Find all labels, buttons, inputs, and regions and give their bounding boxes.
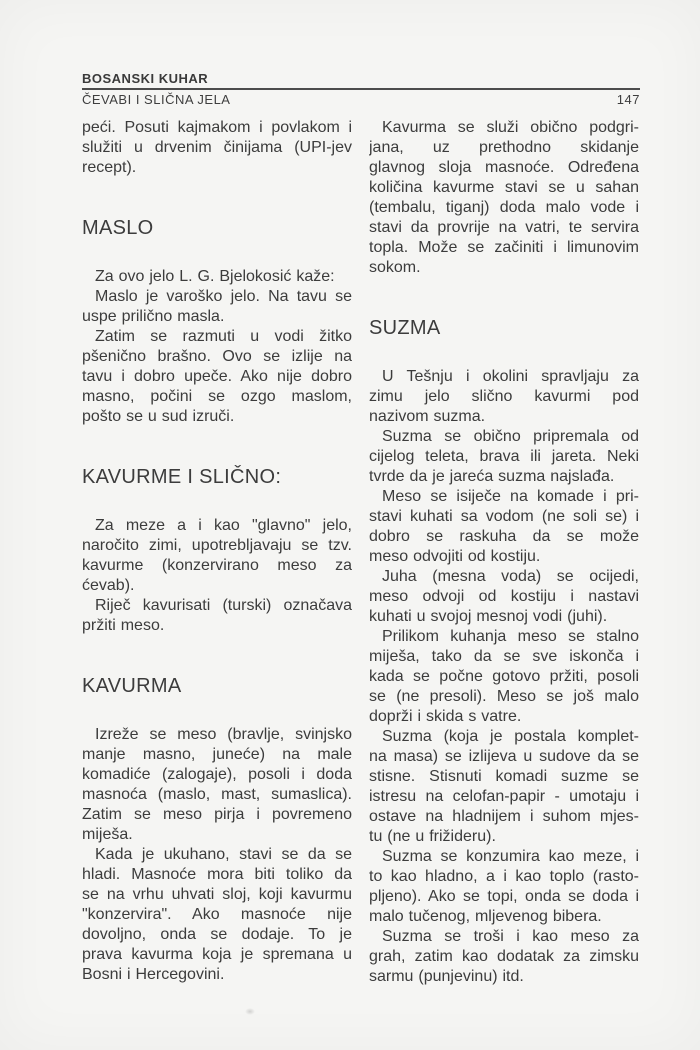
text-line: prava kavurma koja je spremana u (82, 946, 352, 963)
text-columns (82, 118, 640, 987)
text-line: služiti u drvenim činijama (UPI-jev (82, 139, 352, 156)
section-heading: KAVURME I SLIČNO: (82, 466, 282, 488)
running-head (82, 71, 640, 107)
text-line: pljeno). Ako se topi, onda se doda i (369, 888, 639, 905)
text-line: dobro se raskuha da se može (369, 528, 639, 545)
text-line: ćevab). (82, 577, 135, 594)
text-line: ostave na hladnijem i suhom mjes- (369, 808, 639, 825)
page-number: 147 (616, 92, 640, 107)
text-line: Prilikom kuhanja meso se stalno (382, 628, 639, 645)
text-line: hladi. Masnoće mora biti toliko da (82, 866, 352, 883)
text-line: sarmu (punjevinu) itd. (369, 968, 524, 985)
left-column (82, 118, 352, 987)
paragraph (82, 596, 352, 636)
text-line: stavi kuhati sa vodom (ne soli se) i (369, 508, 639, 525)
text-line: peći. Posuti kajmakom i povlakom i (82, 119, 352, 136)
text-line: se na vrhu uhvati sloj, koji kavurmu (82, 886, 352, 903)
text-line: manje masno, juneće) na male (82, 746, 352, 763)
book-title: BOSANSKI KUHAR (82, 71, 209, 86)
chapter-title: ČEVABI I SLIČNA JELA (82, 92, 231, 107)
paragraph (369, 367, 639, 427)
text-line: masno, počini se ozgo maslom, (82, 388, 352, 405)
text-line: glavnog sloja masnoće. Određena (369, 159, 639, 176)
text-line: dovoljno, onda se dodaje. To je (82, 926, 352, 943)
section-heading: SUZMA (369, 317, 441, 339)
paragraph (82, 267, 352, 287)
right-column (369, 118, 639, 987)
paragraph (369, 567, 639, 627)
text-line: kavurme (konzervirano meso za (82, 557, 352, 574)
text-line: nazivom suzma. (369, 408, 486, 425)
paragraph (82, 118, 352, 178)
text-line: topla. Može se začiniti i limunovim (369, 239, 639, 256)
paragraph (369, 727, 639, 847)
text-line: Kavurma se služi obično podgri- (382, 119, 639, 136)
page-content (82, 71, 640, 987)
section-heading: MASLO (82, 217, 154, 239)
paragraph (82, 287, 352, 327)
paragraph (82, 845, 352, 985)
text-line: Riječ kavurisati (turski) označava (95, 597, 352, 614)
text-line: doprži i skida s vatre. (369, 708, 522, 725)
text-line: "konzervira". Ako masnoće nije (82, 906, 352, 923)
section-heading: KAVURMA (82, 675, 182, 697)
paragraph (369, 847, 639, 927)
text-line: Kada je ukuhano, stavi se da se (95, 846, 352, 863)
text-line: jana, uz prethodno skidanje (369, 139, 639, 156)
text-line: Meso se isiječe na komade i pri- (382, 488, 639, 505)
text-line: meso odvoji od kostiju i nastavi (369, 588, 639, 605)
text-line: komadiće (zalogaje), posoli i doda (82, 766, 352, 783)
text-line: stavi da provrije na vatri, te servira (369, 219, 639, 236)
text-line: Izreže se meso (bravlje, svinjsko (95, 726, 352, 743)
text-line: se (ne presoli). Meso se još malo (369, 688, 639, 705)
text-line: naročito zimi, upotrebljavaju se tzv. (82, 537, 352, 554)
text-line: miješa. (82, 826, 133, 843)
text-line: Zatim se meso pirja i povremeno (82, 806, 352, 823)
paragraph (82, 516, 352, 596)
paragraph (82, 725, 352, 845)
text-line: sokom. (369, 259, 421, 276)
text-line: stisne. Stisnuti komadi suzme se (369, 768, 639, 785)
paragraph (369, 118, 639, 278)
text-line: to kao hladno, a i kao toplo (rasto- (369, 868, 639, 885)
text-line: tvrde da je jareća suzma najslađa. (369, 468, 615, 485)
text-line: zimu jelo slično kavurmi pod (369, 388, 639, 405)
text-line: U Tešnju i okolini spravljaju za (382, 368, 639, 385)
text-line: Suzma se troši i kao meso za (382, 928, 639, 945)
text-line: Za ovo jelo L. G. Bjelokosić kaže: (95, 268, 335, 285)
paragraph (82, 327, 352, 427)
text-line: (tembalu, tiganj) doda malo vode i (369, 199, 639, 216)
text-line: na masa) se izlijeva u sudove da se (369, 748, 639, 765)
text-line: miješa, tako da se sve iskonča i (369, 648, 639, 665)
paragraph (369, 927, 639, 987)
text-line: masnoća (maslo, mast, sumaslica). (82, 786, 352, 803)
text-line: cijelog teleta, brava ili jareta. Neki (369, 448, 639, 465)
text-line: Maslo je varoško jelo. Na tavu se (95, 288, 352, 305)
text-line: pržiti meso. (82, 617, 165, 634)
text-line: Za meze a i kao "glavno" jelo, (95, 517, 352, 534)
header-rule (82, 88, 640, 90)
text-line: Zatim se razmuti u vodi žitko (95, 328, 352, 345)
text-line: Suzma se konzumira kao meze, i (382, 848, 639, 865)
text-line: meso odvojiti od kostiju. (369, 548, 541, 565)
text-line: kuhati u svojoj mesnoj vodi (juhi). (369, 608, 608, 625)
paragraph (369, 627, 639, 727)
text-line: Suzma (koja je postala komplet- (382, 728, 639, 745)
text-line: grah, zatim kao dodatak za zimsku (369, 948, 639, 965)
text-line: uspe prilično masla. (82, 308, 225, 325)
text-line: tu (ne u frižideru). (369, 828, 496, 845)
text-line: Juha (mesna voda) se ocijedi, (382, 568, 639, 585)
text-line: recept). (82, 159, 137, 176)
chapter-row (82, 92, 640, 107)
text-line: količina kavurme stavi se u sahan (369, 179, 639, 196)
text-line: Bosni i Hercegovini. (82, 966, 225, 983)
text-line: kada se počne gotovo pržiti, posoli (369, 668, 639, 685)
text-line: tavu i dobro upeče. Ako nije dobro (82, 368, 352, 385)
text-line: Suzma se obično pripremala od (382, 428, 639, 445)
text-line: pošto se u sud izruči. (82, 408, 235, 425)
text-line: istresu na celofan-papir - umotaju i (369, 788, 639, 805)
paragraph (369, 427, 639, 487)
paragraph (369, 487, 639, 567)
scan-artifact-speck (245, 1008, 255, 1015)
text-line: pšenično brašno. Ovo se izlije na (82, 348, 352, 365)
text-line: malo tučenog, mljevenog bibera. (369, 908, 602, 925)
